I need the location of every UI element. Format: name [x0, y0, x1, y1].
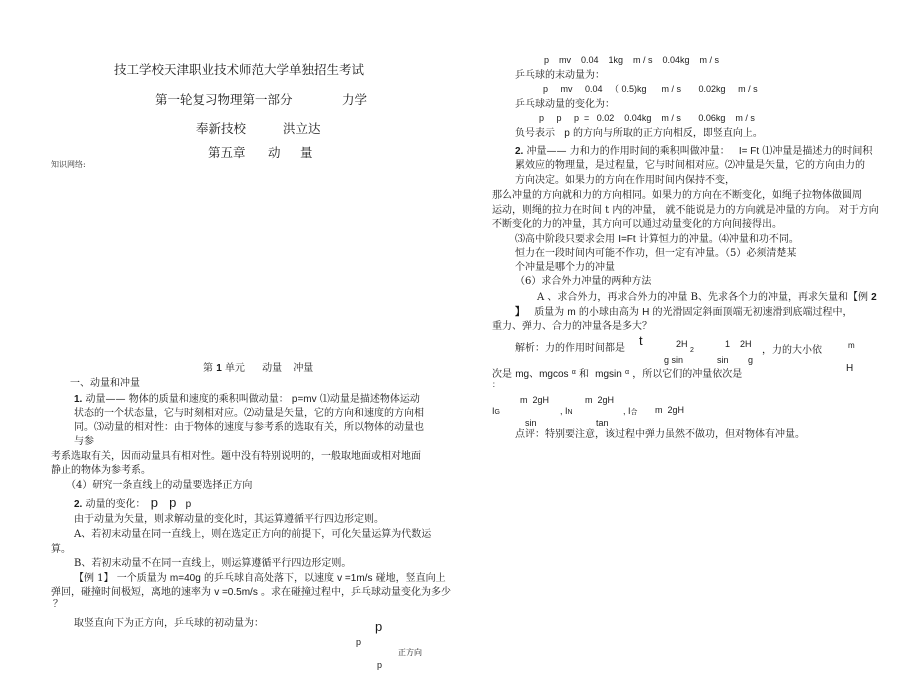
example2-line2: 重力、弹力、合力的冲量各是多大？: [492, 321, 652, 332]
impulse-normal-num: m 2gH: [585, 395, 615, 405]
impulse-def-line4: 那么冲量的方向就和力的方向相同。如果力的方向在不断变化，如绳子拉物体做圆周: [492, 190, 862, 201]
impulse-def-line8: 恒力在一段时间内可能不作功，但一定有冲量。（5）必须清楚某: [515, 248, 797, 259]
solution-t: t: [639, 333, 643, 348]
solution-frac2-one: 1: [725, 339, 731, 349]
momentum-change-formula: p p p = 0.02 0.04kg m / s 0.06kg m / s: [539, 113, 755, 123]
author-name: 洪立达: [283, 121, 321, 136]
example1-line3: ？: [53, 599, 63, 610]
example1-line1: 【例 1】 一个质量为 m=40g 的乒乓球自高处落下，以速度 v =1m/s 碰地，竖直向上: [74, 573, 446, 584]
section-heading: 一、动量和冲量: [70, 378, 140, 389]
chapter-title-b: 量: [300, 145, 313, 160]
momentum-def-line4: 与参: [74, 436, 94, 447]
knowledge-network-label: 知识网络:: [51, 160, 86, 169]
momentum-change-line1: 由于动量为矢量，则求解动量的变化时，其运算遵循平行四边形定则。: [74, 514, 384, 525]
final-momentum-label: 乒乓球的末动量为：: [515, 70, 605, 81]
momentum-change-caseA: A、若初末动量在同一直线上，则在选定正方向的前提下，可化矢量运算为代数运: [74, 529, 432, 540]
impulse-gravity-num: m 2gH: [520, 395, 550, 405]
momentum-def-line2: 状态的一个状态量，它与时刻相对应。⑵动量是矢量，它的方向和速度的方向相: [74, 408, 424, 419]
momentum-change-label: 乒乓球动量的变化为：: [515, 99, 615, 110]
momentum-def-line3: 同。⑶动量的相对性：由于物体的速度与参考系的选取有关，所以物体的动量也: [74, 422, 424, 433]
sign-explanation: 负号表示 p 的方向与所取的正方向相反，即竖直向上。: [515, 128, 763, 139]
chapter-number: 第五章: [208, 145, 246, 160]
solution-intro: 解析：力的作用时间都是: [515, 343, 625, 354]
example1-line2: 弹回，碰撞时间极短，离地的速率为 v =0.5m/s 。求在碰撞过程中，乒乓球动量变化为多少: [51, 587, 452, 598]
momentum-def-line1: 1. 动量—— 物体的质量和速度的乘积叫做动量： p=mv ⑴动量是描述物体运动: [74, 394, 420, 405]
momentum-change-caseA-cont: 算。: [51, 544, 71, 555]
solution-frac2-den: sin: [717, 355, 729, 365]
comment-line: 点评：特别要注意，该过程中弹力虽然不做功，但对物体有冲量。: [515, 429, 805, 440]
example1-line4: 取竖直向下为正方向，乒乓球的初动量为：: [74, 618, 264, 629]
impulse-def-line1: 2. 冲量—— 力和力的作用时间的乘积叫做冲量： I= Ft ⑴冲量是描述力的时间积: [515, 146, 873, 157]
momentum-change-heading: 2. 动量的变化： p p p: [74, 495, 192, 510]
impulse-gravity-den: sin: [525, 418, 537, 428]
momentum-def-line6: 静止的物体为参考系。: [51, 465, 151, 476]
doc-title-line2b: 力学: [342, 92, 368, 107]
author-school: 奉新技校: [196, 121, 247, 136]
momentum-def-line5: 考系选取有关，因而动量具有相对性。题中没有特别说明的，一般取地面或相对地面: [51, 451, 421, 462]
solution-frac1-den: g sin: [664, 355, 684, 365]
impulse-def-line9: 个冲量是哪个力的冲量: [515, 262, 615, 273]
solution-frac1-sub: 2: [690, 347, 694, 354]
impulse-def-line7: ⑶高中阶段只要求会用 I=Ft 计算恒力的冲量。⑷冲量和功不同。: [515, 234, 799, 245]
impulse-net-num: m 2gH: [655, 405, 685, 415]
chapter-title-a: 动: [268, 145, 281, 160]
impulse-normal-den: tan: [596, 418, 609, 428]
impulse-gravity-symbol: IG: [492, 406, 500, 416]
solution-frac2-num: 2H: [740, 339, 752, 349]
diagram-p-mid: p: [356, 637, 362, 647]
impulse-normal-symbol: , IN: [560, 406, 573, 416]
initial-momentum-formula: p mv 0.04 1kg m / s 0.04kg m / s: [544, 55, 720, 65]
impulse-def-line5: 运动，则绳的拉力在时间 t 内的冲量， 就不能说是力的方向就是冲量的方向。 对于方向: [492, 205, 879, 216]
momentum-def-line7: （4）研究一条直线上的动量要选择正方向: [66, 480, 253, 491]
impulse-methods-line: A 、求合外力，再求合外力的冲量 B、先求各个力的冲量，再求矢量和【例 2: [537, 292, 877, 303]
diagram-direction-label: 正方向: [398, 648, 422, 657]
impulse-def-line3: 方向决定。如果力的方向在作用时间内保持不变，: [515, 175, 735, 186]
solution-colon: ：: [492, 380, 500, 389]
doc-title-line2a: 第一轮复习物理第一部分: [155, 92, 293, 107]
solution-force-intro: ，力的大小依: [762, 345, 822, 356]
solution-H: H: [846, 363, 854, 374]
impulse-def-line2: 累效应的物理量，是过程量，它与时间相对应。⑵冲量是矢量，它的方向由力的: [515, 160, 865, 171]
solution-m: m: [848, 341, 855, 350]
doc-title-line1: 技工学校天津职业技术师范大学单独招生考试: [114, 62, 365, 77]
diagram-p-bottom: p: [377, 660, 383, 670]
impulse-methods-heading: （6）求合外力冲量的两种方法: [515, 276, 652, 287]
diagram-p-top: p: [375, 619, 383, 634]
momentum-change-caseB: B、若初末动量不在同一直线上，则运算遵循平行四边形定则。: [74, 558, 352, 569]
final-momentum-formula: p mv 0.04 （ 0.5)kg m / s 0.02kg m / s: [543, 84, 758, 94]
example2-line1: 】 质量为 m 的小球由高为 H 的光滑固定斜面顶端无初速滑到底端过程中，: [515, 307, 853, 318]
solution-frac1-num: 2H: [676, 339, 688, 349]
impulse-net-symbol: , I合: [623, 406, 638, 416]
impulse-def-line6: 不断变化的力的冲量，其方向可以通过动量变化的方向间接得出。: [492, 219, 782, 230]
solution-forces-line: 次是 mg、mgcos $^\alpha$ 和 mgsin $^\alpha$ ，所以它们的冲量依次是: [492, 369, 743, 380]
unit-title: 第 1 单元 动量 冲量: [203, 363, 314, 374]
solution-frac2-g: g: [748, 355, 754, 365]
